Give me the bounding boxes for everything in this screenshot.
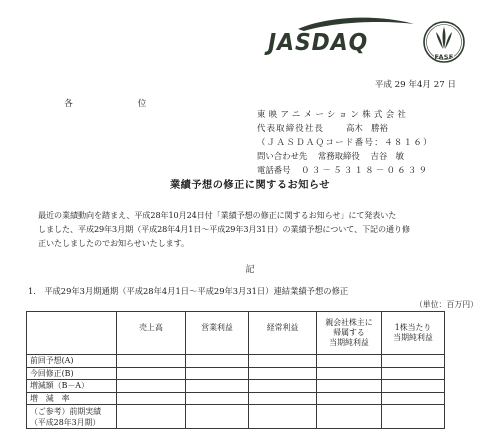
table-cell: [249, 405, 317, 429]
column-header: [249, 312, 317, 355]
table-cell: [186, 355, 249, 368]
row-label: [27, 380, 117, 393]
table-cell: [186, 405, 249, 429]
column-header-line-2: 当期純利益: [393, 333, 433, 342]
column-header: [27, 312, 117, 355]
table-cell: [382, 367, 445, 380]
row-label-line-1: 増 減 率: [30, 393, 70, 403]
fasf-seal-text: FASF: [434, 53, 454, 61]
body-line-3: 正いたしましたのでお知らせいたします。: [38, 238, 189, 248]
table-cell: [117, 355, 186, 368]
column-header-line-1: 営業利益: [201, 323, 233, 332]
representative: [257, 121, 479, 135]
representative-name: 高木 勝裕: [346, 123, 388, 133]
table-cell: [317, 405, 382, 429]
table-cell: [186, 392, 249, 405]
table-cell: [117, 380, 186, 393]
table-cell: [117, 392, 186, 405]
fasf-seal: [422, 20, 466, 64]
table-cell: [382, 405, 445, 429]
phone-label: 電話番号: [257, 165, 291, 175]
table-row: [27, 380, 445, 393]
column-header-line-2: 帰属する: [333, 328, 365, 337]
table-cell: [317, 355, 382, 368]
column-header-line-1: 売上高: [139, 323, 163, 332]
securities-code: （ＪＡＳＤＡＱコード番号：４８１６）: [257, 137, 433, 147]
section-heading: 1. 平成29年3月期通期（平成28年4月1日～平成29年3月31日）連結業績予想の修正: [28, 286, 349, 296]
unit-label: （単位：百万円）: [414, 300, 478, 309]
table-cell: [382, 380, 445, 393]
inquiry-name: 吉谷 敏: [370, 151, 404, 161]
table-header-row: [27, 312, 445, 355]
column-header: [186, 312, 249, 355]
sender-block: [257, 107, 479, 177]
representative-role: 代表取締役社長: [257, 123, 325, 133]
logo-wordmark: JASDAQ: [268, 30, 369, 56]
table-cell: [249, 380, 317, 393]
body-paragraph: [38, 208, 478, 250]
row-label-line-2: （平成28年3月期）: [30, 417, 101, 427]
table-cell: [317, 367, 382, 380]
inquiry-contact: [257, 149, 479, 163]
body-line-2: しました、平成29年3月期（平成28年4月1日～平成29年3月31日）の業績予想について、下記の通り修: [38, 224, 411, 234]
table-body: [27, 355, 445, 429]
jasdaq-logo: [268, 14, 418, 66]
forecast-table: [26, 311, 445, 429]
table-cell: [249, 367, 317, 380]
table-row: [27, 392, 445, 405]
row-label-line-1: 増減額（B－A）: [30, 381, 89, 390]
company-name: 東映アニメーション株式会社: [257, 109, 410, 119]
inquiry-label: 問い合わせ先: [257, 151, 308, 161]
row-label-line-1: 今回修正(B): [30, 368, 74, 378]
table-cell: [186, 367, 249, 380]
table-row: [27, 355, 445, 368]
table-cell: [249, 392, 317, 405]
table-row: [27, 367, 445, 380]
table-cell: [317, 380, 382, 393]
addressee: 各 位: [64, 99, 175, 109]
row-label-line-1: （ご参考）前期実績: [30, 406, 102, 416]
column-header-line-3: 当期純利益: [329, 338, 369, 347]
table-cell: [249, 355, 317, 368]
table-cell: [382, 355, 445, 368]
inquiry-role: 常務取締役: [317, 151, 360, 161]
column-header-line-1: 1株当たり: [394, 323, 432, 332]
column-header: [317, 312, 382, 355]
column-header-line-1: 親会社株主に: [325, 318, 373, 327]
ki-heading: 記: [245, 265, 255, 275]
document-title: 業績予想の修正に関するお知らせ: [169, 179, 330, 191]
phone-number: ０３－５３１８－０６３９: [301, 165, 430, 175]
body-line-1: 最近の業績動向を踏まえ、平成28年10月24日付「業績予想の修正に関するお知らせ」にて発表いた: [38, 210, 397, 220]
row-label-line-1: 前回予想(A): [30, 356, 74, 365]
row-label: [27, 405, 117, 429]
table-row: [27, 405, 445, 429]
table-cell: [186, 380, 249, 393]
table-cell: [382, 392, 445, 405]
table-cell: [117, 405, 186, 429]
row-label: [27, 392, 117, 405]
column-header-line-1: 経常利益: [266, 323, 299, 332]
row-label: [27, 355, 117, 368]
column-header: [382, 312, 445, 355]
row-label: [27, 367, 117, 380]
release-date: 平成 29 年4月 27 日: [374, 80, 456, 90]
column-header: [117, 312, 186, 355]
table-cell: [317, 392, 382, 405]
table-cell: [117, 367, 186, 380]
phone-line: [257, 163, 479, 177]
